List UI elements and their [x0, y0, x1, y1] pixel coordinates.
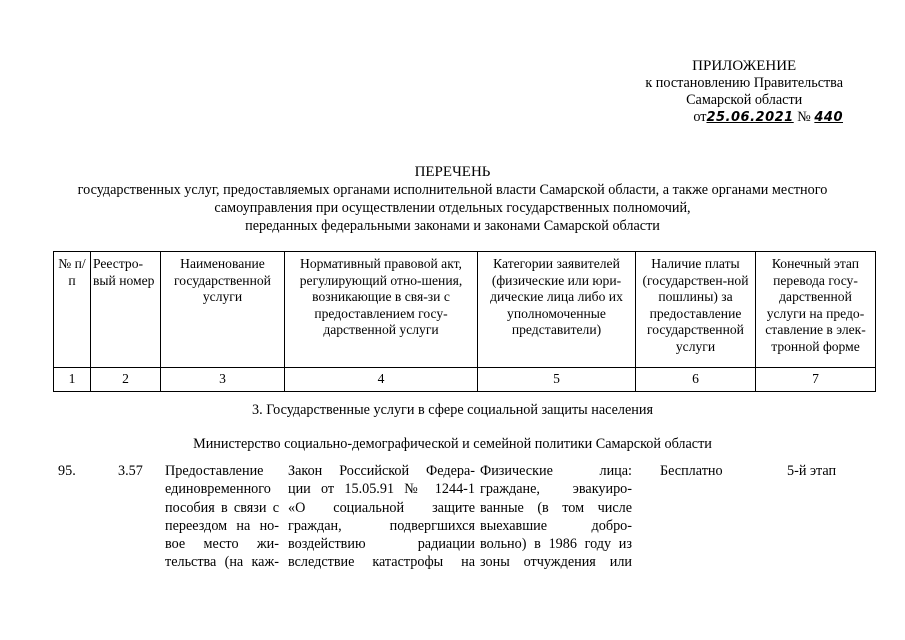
applicant-line: вольно) в 1986 году из [480, 536, 632, 553]
entry-number: 95. [58, 463, 76, 479]
date-prefix: от [693, 109, 707, 125]
service-line: единовременного [165, 481, 271, 498]
title-line-1: государственных услуг, предоставляемых органами исполнительной власти Самарской области, а также органами местного [77, 182, 828, 198]
header-number: № п/п [54, 252, 91, 368]
service-line: Предоставление [165, 463, 264, 479]
applicant-line: ванные (в том числе [480, 499, 632, 516]
entry-legal-act [288, 462, 475, 572]
title-line-2: самоуправления при осуществлении отдельных государственных полномочий, [214, 200, 691, 216]
applicant-line: граждане, эвакуиро- [480, 481, 632, 498]
column-number: 6 [636, 368, 756, 392]
act-line: «О социальной защите [288, 499, 475, 516]
services-table [53, 251, 876, 392]
applicant-line: выехавшие добро- [480, 517, 632, 534]
service-line: вое место жи- [165, 536, 279, 553]
column-number: 7 [756, 368, 876, 392]
annex-block [645, 58, 843, 126]
annex-line-2: Самарской области [686, 92, 803, 108]
column-number: 2 [91, 368, 161, 392]
number-prefix: № [797, 109, 811, 125]
column-number: 3 [161, 368, 285, 392]
applicant-line: зоны отчуждения или [480, 554, 632, 571]
title-heading: ПЕРЕЧЕНЬ [414, 164, 491, 180]
entry-fee: Бесплатно [660, 463, 723, 479]
column-number: 1 [54, 368, 91, 392]
act-line: воздействию радиации [288, 536, 475, 553]
header-service: Наименование государственной услуги [161, 252, 285, 368]
act-line: граждан, подвергшихся [288, 517, 475, 534]
entry-applicants [480, 462, 632, 572]
table-header-row [54, 252, 876, 368]
handwritten-date: 25.06.2021 [706, 110, 794, 125]
header-registry: Реестро-вый номер [91, 252, 161, 368]
ministry-title: Министерство социально-демографической и семейной политики Самарской области [193, 436, 712, 452]
handwritten-number: 440 [814, 110, 843, 125]
act-line: ции от 15.05.91 № 1244-1 [288, 481, 475, 498]
annex-line-1: к постановлению Правительства [645, 75, 843, 91]
entry-registry: 3.57 [118, 463, 143, 479]
act-line: вследствие катастрофы на [288, 554, 475, 571]
column-number-row [54, 368, 876, 392]
header-legal-act: Нормативный правовой акт, регулирующий отно-шения, возникающие в свя-зи с предоставлением госу-дарственной услуги [285, 252, 478, 368]
service-line: пособия в связи с [165, 499, 279, 516]
column-number: 4 [285, 368, 478, 392]
act-line: Закон Российской Федера- [288, 463, 475, 479]
annex-caption: ПРИЛОЖЕНИЕ [692, 58, 797, 74]
service-line: тельства (на каж- [165, 554, 279, 571]
header-fee: Наличие платы (государствен-ной пошлины) за предоставление государственной услуги [636, 252, 756, 368]
header-stage: Конечный этап перевода госу-дарственной услуги на предо-ставление в элек-тронной форме [756, 252, 876, 368]
title-line-3: переданных федеральными законами и законами Самарской области [245, 218, 660, 234]
column-number: 5 [478, 368, 636, 392]
header-applicants: Категории заявителей (физические или юри-дические лица либо их уполномоченные представители) [478, 252, 636, 368]
service-line: переездом на но- [165, 517, 279, 534]
applicant-line: Физические лица: [480, 463, 632, 479]
annex-dateline [645, 109, 843, 126]
entry-stage: 5-й этап [787, 463, 837, 479]
entry-service-name [165, 462, 279, 572]
document-title [0, 163, 905, 235]
section-title: 3. Государственные услуги в сфере социальной защиты населения [252, 402, 653, 418]
